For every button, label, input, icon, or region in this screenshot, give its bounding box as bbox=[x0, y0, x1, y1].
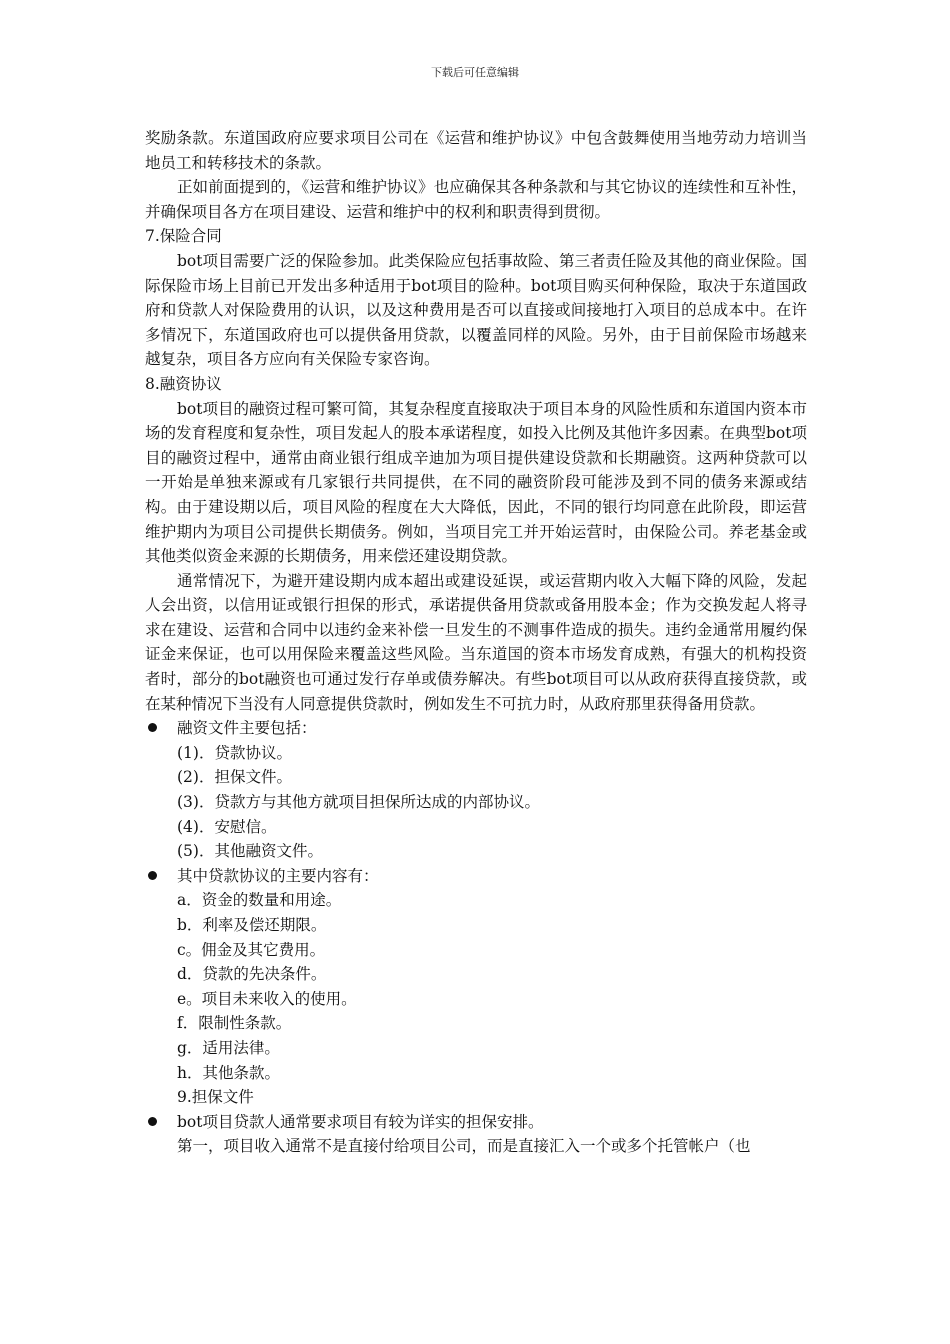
paragraph: bot项目需要广泛的保险参加。此类保险应包括事故险、第三者责任险及其他的商业保险。国际保险市场上目前已开发出多种适用于bot项目的险种。bot项目购买何种保险，取决于东道国政府和贷款人对保险费用的认识，以及这种费用是否可以直接或间接地打入项目的总成本中。在许多情况下，东道国政府也可以提供备用贷款，以覆盖同样的风险。另外，由于目前保险市场越来越复杂，项目各方应向有关保险专家咨询。 bbox=[145, 251, 807, 369]
list-item: c。佣金及其它费用。 bbox=[177, 940, 326, 959]
bullet-item bbox=[145, 864, 807, 889]
section-heading-guarantee: 9.担保文件 bbox=[177, 1088, 254, 1107]
page-header: 下载后可任意编辑 bbox=[431, 66, 519, 79]
bullet-label: 融资文件主要包括： bbox=[177, 719, 317, 738]
section-heading-insurance: 7.保险合同 bbox=[145, 227, 222, 246]
bullet-label: 其中贷款协议的主要内容有： bbox=[177, 866, 379, 885]
list-item: (5)．其他融资文件。 bbox=[177, 842, 323, 861]
list-item: a．资金的数量和用途。 bbox=[177, 891, 342, 910]
bullet-dot-icon bbox=[145, 716, 159, 741]
document-body bbox=[145, 126, 807, 1159]
bullet-label: bot项目贷款人通常要求项目有较为详实的担保安排。 bbox=[177, 1112, 544, 1131]
list-item: h．其他条款。 bbox=[177, 1063, 280, 1082]
list-item: g．适用法律。 bbox=[177, 1038, 280, 1057]
paragraph: 奖励条款。东道国政府应要求项目公司在《运营和维护协议》中包含鼓舞使用当地劳动力培训当地员工和转移技术的条款。 bbox=[145, 129, 807, 172]
list-item: f．限制性条款。 bbox=[177, 1014, 292, 1033]
paragraph: bot项目的融资过程可繁可简，其复杂程度直接取决于项目本身的风险性质和东道国内资本市场的发育程度和复杂性，项目发起人的股本承诺程度，如投入比例及其他许多因素。在典型bot项目的融资过程中，通常由商业银行组成辛迪加为项目提供建设贷款和长期融资。这两种贷款可以一开始是单独来源或有几家银行共同提供，在不同的融资阶段可能涉及到不同的债务来源或结构。由于建设期以后，项目风险的程度在大大降低，因此，不同的银行均同意在此阶段，即运营维护期内为项目公司提供长期债务。例如，当项目完工并开始运营时，由保险公司。养老基金或其他类似资金来源的长期债务，用来偿还建设期贷款。 bbox=[145, 399, 807, 566]
paragraph: 通常情况下，为避开建设期内成本超出或建设延误，或运营期内收入大幅下降的风险，发起人会出资，以信用证或银行担保的形式，承诺提供备用贷款或备用股本金；作为交换发起人将寻求在建设、运营和合同中以违约金来补偿一旦发生的不测事件造成的损失。违约金通常用履约保证金来保证，也可以用保险来覆盖这些风险。当东道国的资本市场发育成熟，有强大的机构投资者时，部分的bot融资也可通过发行存单或债券解决。有些bot项目可以从政府获得直接贷款，或在某种情况下当没有人同意提供贷款时，例如发生不可抗力时，从政府那里获得备用贷款。 bbox=[145, 571, 807, 713]
list-item: (3)．贷款方与其他方就项目担保所达成的内部协议。 bbox=[177, 793, 540, 812]
paragraph: 正如前面提到的，《运营和维护协议》也应确保其各种条款和与其它协议的连续性和互补性，并确保项目各方在项目建设、运营和维护中的权利和职责得到贯彻。 bbox=[145, 178, 807, 221]
bullet-item bbox=[145, 1110, 807, 1135]
list-item: d．贷款的先决条件。 bbox=[177, 965, 327, 984]
list-item: (1)．贷款协议。 bbox=[177, 743, 292, 762]
list-item: (4)．安慰信。 bbox=[177, 817, 277, 836]
list-item: e。项目未来收入的使用。 bbox=[177, 989, 357, 1008]
list-item: b．利率及偿还期限。 bbox=[177, 916, 327, 934]
paragraph: 第一，项目收入通常不是直接付给项目公司，而是直接汇入一个或多个托管帐户（也 bbox=[177, 1137, 751, 1156]
bullet-item bbox=[145, 716, 807, 741]
list-item: (2)．担保文件。 bbox=[177, 768, 292, 787]
bullet-dot-icon bbox=[145, 1110, 159, 1135]
section-heading-financing: 8.融资协议 bbox=[145, 374, 222, 393]
bullet-dot-icon bbox=[145, 864, 159, 889]
